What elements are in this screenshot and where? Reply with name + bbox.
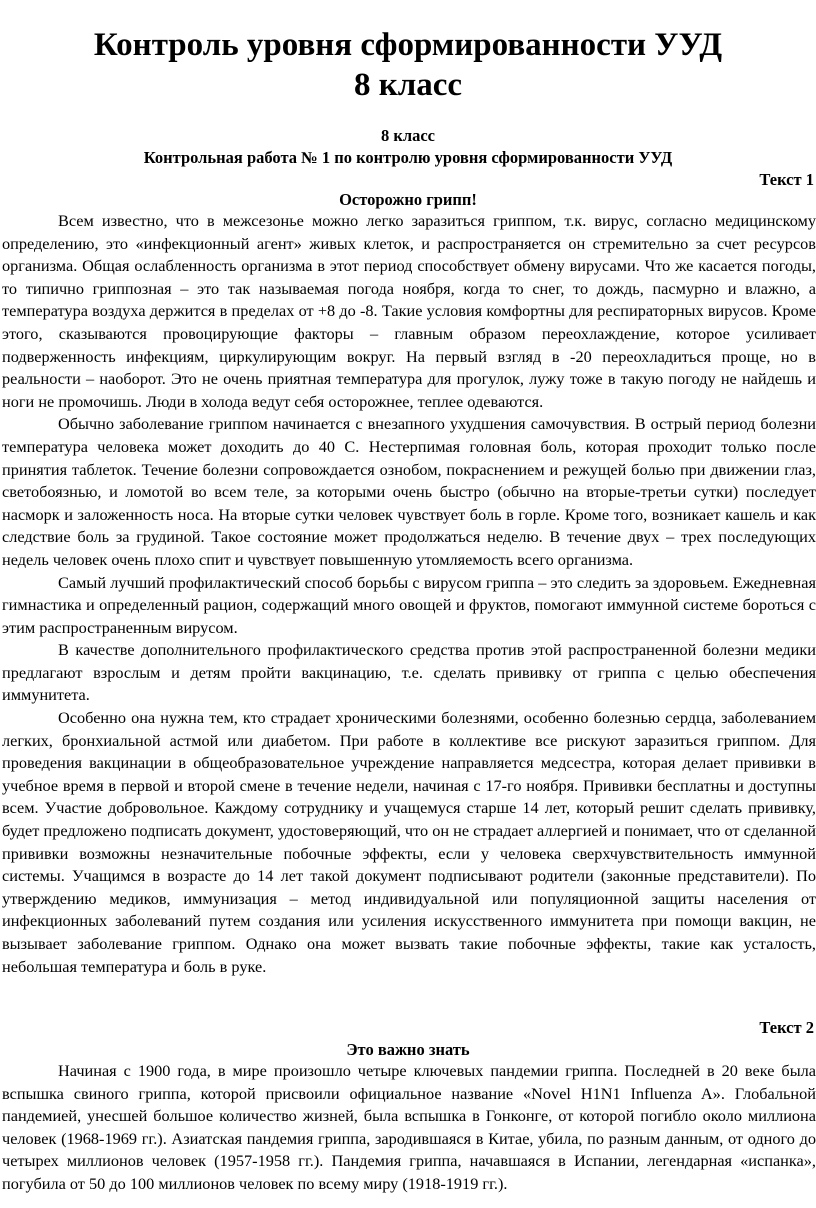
- text1-paragraph: Особенно она нужна тем, кто страдает хроническими болезнями, особенно болезнью сердца, заболеванием легких, бронхиальной астмой или диабетом. При работе в коллективе все рискуют заразиться гриппом. Для проведения вакцинации в общеобразовательное учреждение направляется медсестра, которая делает прививки в учебное время в первой и второй смене в течение недели, начиная с 17-го ноября. Прививки бесплатны и доступны всем. Участие добровольное. Каждому сотруднику и учащемуся старше 14 лет, который решит сделать прививку, будет предложено подписать документ, удостоверяющий, что он не страдает аллергией и понимает, что от сделанной прививки возможны незначительные побочные эффекты, если у человека сверхчувствительность иммунной системы. Учащимся в возрасте до 14 лет такой документ подписывают родители (законные представители). По утверждению медиков, иммунизация – метод индивидуальной или популяционной защиты населения от инфекционных заболеваний путем создания или усиления искусственного иммунитета при помощи вакцин, не вызывает заболевание гриппом. Однако она может вызвать такие побочные эффекты, такие как усталость, небольшая температура и боль в руке.: [2, 708, 816, 976]
- text1-paragraph: Всем известно, что в межсезонье можно легко заразиться гриппом, т.к. вирус, согласно медицинскому определению, это «инфекционный агент» живых клеток, и распространяется он стремительно за счет ресурсов организма. Общая ослабленность организма в этот период способствует обмену вирусами. Что же касается погоды, то типично гриппозная – это так называемая погода ноября, когда то снег, то дождь, пасмурно и влажно, а температура воздуха держится в пределах от +8 до -8. Такие условия комфортны для респираторных вирусов. Кроме этого, сказываются провоцирующие факторы – главным образом переохлаждение, которое усиливает подверженность инфекциям, циркулирующим вокруг. На первый взгляд в -20 переохладиться проще, но в реальности – наоборот. Это не очень приятная температура для прогулок, лужу тоже в такую погоду не найдешь и ноги не промочишь. Люди в холода ведут себя осторожнее, теплее одеваются.: [2, 211, 816, 411]
- text1-body: [2, 210, 816, 978]
- grade-subheading: 8 класс: [380, 126, 436, 145]
- text1-heading: Осторожно грипп!: [339, 190, 477, 209]
- text1-paragraph: Обычно заболевание гриппом начинается с внезапного ухудшения самочувствия. В острый период болезни температура человека может доходить до 40 С. Нестерпимая головная боль, которая проходит только после принятия таблеток. Течение болезни сопровождается ознобом, покраснением и режущей болью при движении глаз, светобоязнью, и ломотой во всем теле, за которыми очень быстро (обычно на вторые-третьи сутки) последует насморк и заложенность носа. На вторые сутки человек чувствует боль в горле. Кроме того, возникает кашель и как следствие боль за грудиной. Такое состояние может продолжаться неделю. В течение двух – трех последующих недель человек очень плохо спит и чувствует повышенную утомляемость всего организма.: [2, 414, 816, 569]
- text1-label: Текст 1: [759, 170, 814, 189]
- text1-paragraph: Самый лучший профилактический способ борьбы с вирусом гриппа – это следить за здоровьем. Ежедневная гимнастика и определенный рацион, содержащий много овощей и фруктов, помогают иммунной системе бороться с этим распространенным вирусом.: [2, 572, 816, 637]
- text2-paragraph: Начиная с 1900 года, в мире произошло четыре ключевых пандемии гриппа. Последней в 20 веке была вспышка свиного гриппа, которой присвоили официальное название «Novel H1N1 Influenza A». Глобальной пандемией, унесшей большое количество жизней, была вспышка в Гонконге, от которой погибло около миллиона человек (1968-1969 гг.). Азиатская пандемия гриппа, зародившаяся в Китае, убила, по разным данным, от одного до четырех миллионов человек (1957-1958 гг.). Пандемия гриппа, начавшаяся в Испании, легендарная «испанка», погубила от 50 до 100 миллионов человек по всему миру (1918-1919 гг.).: [2, 1061, 816, 1193]
- text2-label: Текст 2: [759, 1018, 814, 1037]
- page-title-grade: 8 класс: [353, 67, 463, 103]
- text2-heading: Это важно знать: [346, 1040, 470, 1059]
- page-title: Контроль уровня сформированности УУД: [93, 27, 723, 63]
- text2-body: [2, 1060, 816, 1196]
- work-subheading: Контрольная работа № 1 по контролю уровня сформированности УУД: [143, 148, 673, 167]
- text1-paragraph: В качестве дополнительного профилактического средства против этой распространенной болезни медики предлагают взрослым и детям пройти вакцинацию, т.е. сделать прививку от гриппа с целью обеспечения иммунитета.: [2, 640, 816, 705]
